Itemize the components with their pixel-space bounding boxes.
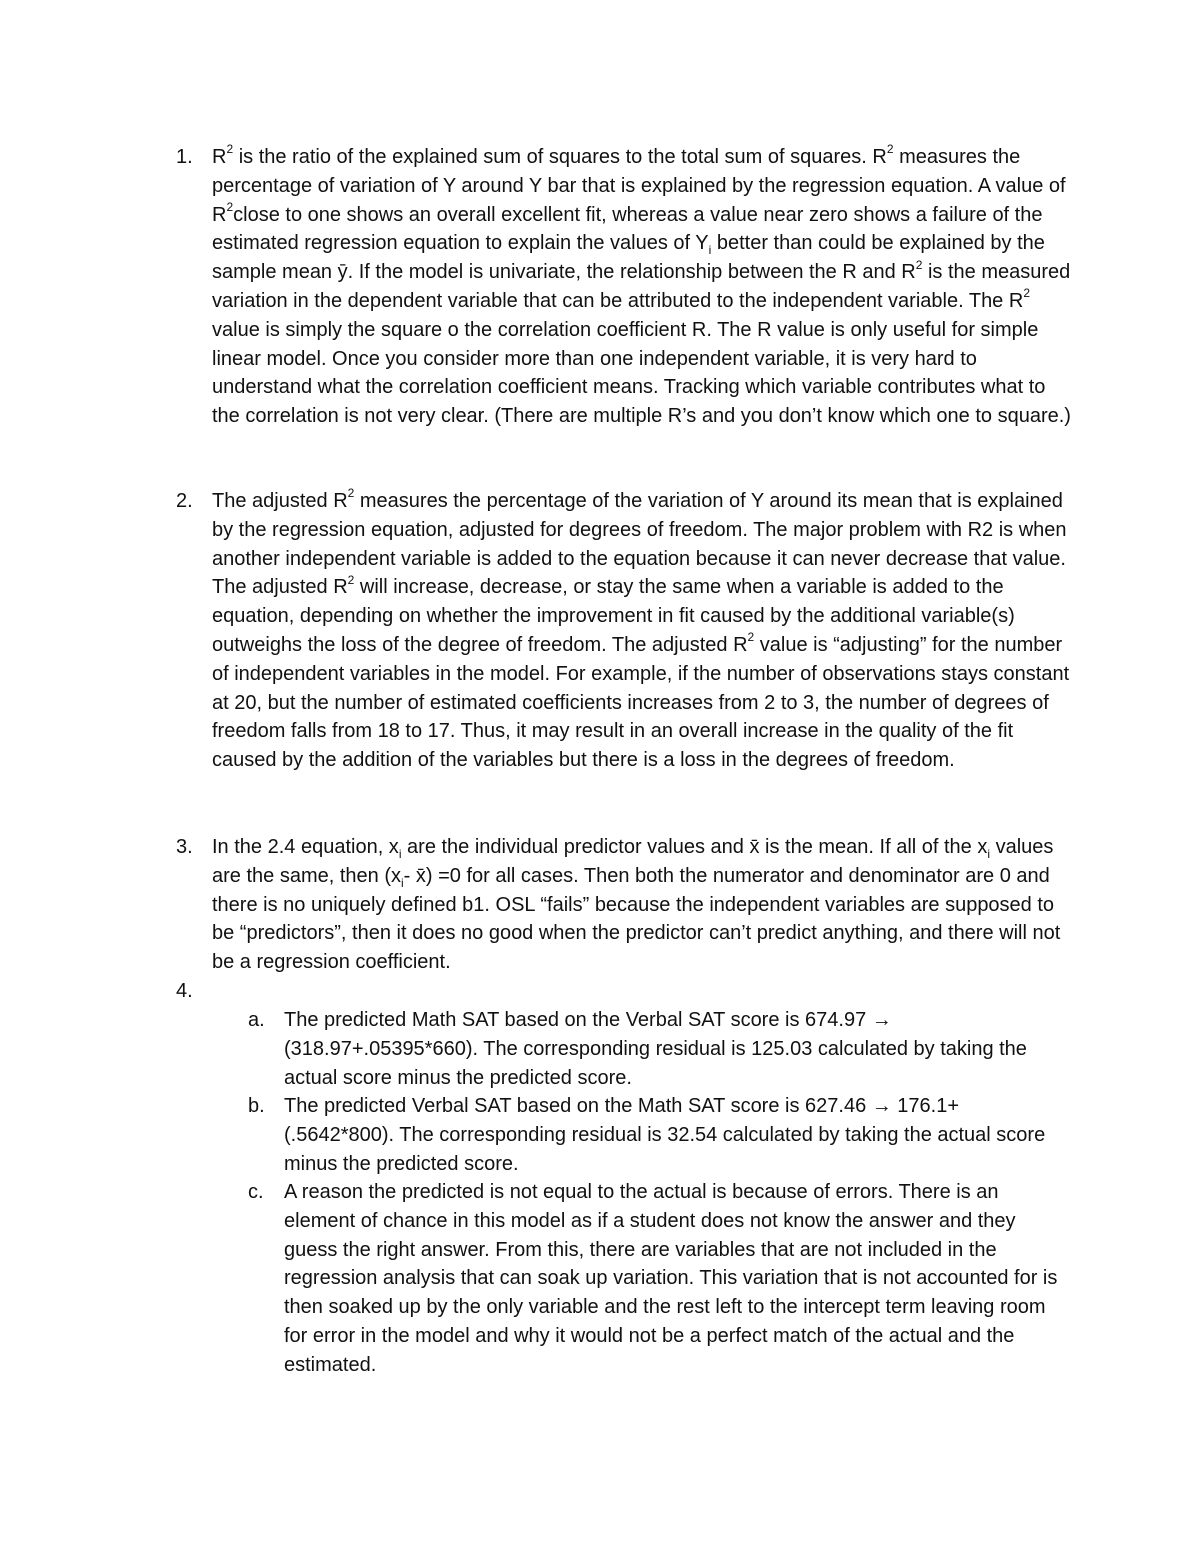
- sub-item-text: The predicted Math SAT based on the Verbal SAT score is 674.97 → (318.97+.05395*660). The corresponding residual is 125.03 calculated by taking the actual score minus the predicted score.: [284, 1009, 1027, 1089]
- list-item-3: [176, 833, 1072, 977]
- list-number: 3.: [176, 836, 193, 858]
- list-item-1: [176, 142, 1072, 431]
- sub-item-text: A reason the predicted is not equal to the actual is because of errors. There is an element of chance in this model as if a student does not know the answer and they guess the right answer. From this, there are variables that are not included in the regression analysis that can soak up variation. This variation that is not accounted for is then soaked up by the only variable and the rest left to the intercept term leaving room for error in the model and why it would not be a perfect match of the actual and the estimated.: [284, 1181, 1058, 1376]
- sub-item-c: [248, 1178, 1074, 1380]
- sub-item-a: [248, 1006, 1074, 1092]
- list-item-text: In the 2.4 equation, $x_i$ are the individual predictor values and x̄ is the mean. If all of the $x_i$ values are the same, then ($x_i-$ x̄) =0 for all cases. Then both the numerator and denominator are 0 and there is no uniquely defined b1. OSL “fails” because the independent variables are supposed to be “predictors”, then it does no good when the predictor can’t predict anything, and there will not be a regression coefficient.: [212, 836, 1061, 974]
- sub-item-b: [248, 1092, 1074, 1178]
- list-item-text: $R^2$ is the ratio of the explained sum of squares to the total sum of squares. $R^2$ measures the percentage of variation of Y around Y bar that is explained by the regression equation. A value of $R^2close$ to one shows an overall excellent fit, whereas a value near zero shows a failure of the estimated regression equation to explain the values of $Y_i$ better than could be explained by the sample mean ȳ. If the model is univariate, the relationship between the R and $R^2$ is the measured variation in the dependent variable that can be attributed to the independent variable. The $R^2$ value is simply the square o the correlation coefficient R. The R value is only useful for simple linear model. Once you consider more than one independent variable, it is very hard to understand what the correlation coefficient means. Tracking which variable contributes what to the correlation is not very clear. (There are multiple R’s and you don’t know which one to square.): [212, 142, 1071, 428]
- list-number: 2.: [176, 490, 193, 512]
- sub-item-label: a.: [248, 1009, 265, 1031]
- sub-item-text: The predicted Verbal SAT based on the Math SAT score is 627.46 → 176.1+ (.5642*800). The corresponding residual is 32.54 calculated by taking the actual score minus the predicted score.: [284, 1095, 1046, 1175]
- list-number: 1.: [176, 146, 193, 168]
- sub-item-label: b.: [248, 1095, 265, 1117]
- list-number: 4.: [176, 980, 193, 1002]
- list-item-2: [176, 486, 1072, 775]
- list-item-text: The adjusted $R^2$ measures the percentage of the variation of Y around its mean that is explained by the regression equation, adjusted for degrees of freedom. The major problem with R2 is when another independent variable is added to the equation because it can never decrease that value. The adjusted $R^2$ will increase, decrease, or stay the same when a variable is added to the equation, depending on whether the improvement in fit caused by the additional variable(s) outweighs the loss of the degree of freedom. The adjusted $R^2$ value is “adjusting” for the number of independent variables in the model. For example, if the number of observations stays constant at 20, but the number of estimated coefficients increases from 2 to 3, the number of degrees of freedom falls from 18 to 17. Thus, it may result in an overall increase in the quality of the fit caused by the addition of the variables but there is a loss in the degrees of freedom.: [212, 486, 1070, 772]
- sub-item-label: c.: [248, 1181, 264, 1203]
